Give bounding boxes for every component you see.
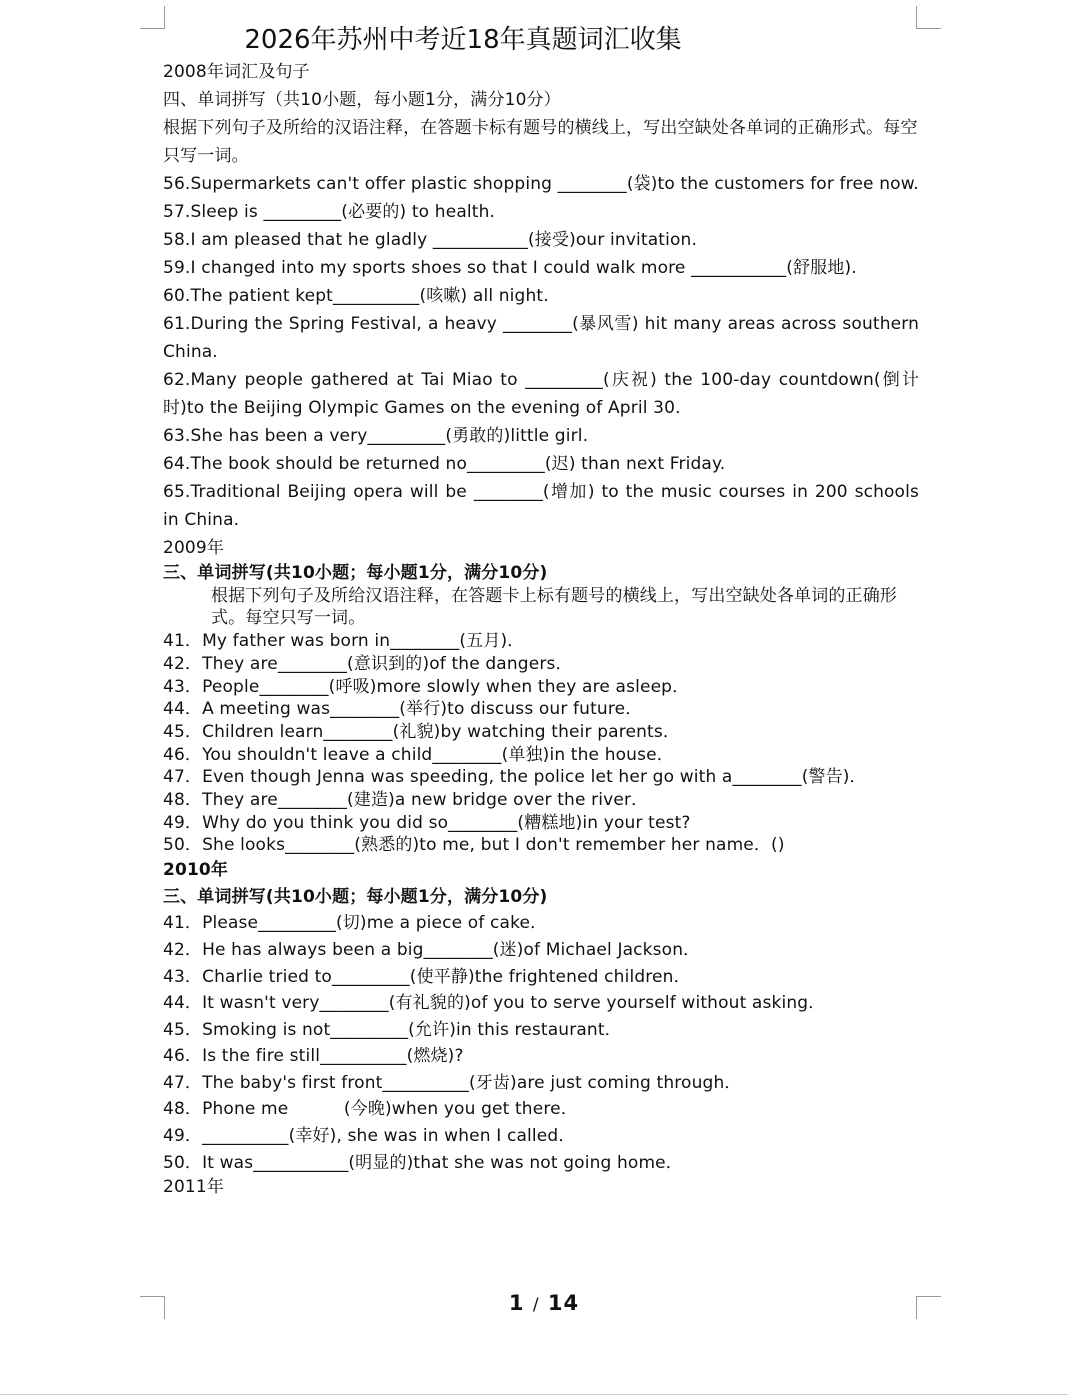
section-2008 [163, 58, 919, 534]
question-2010-41: 41．Please_________(切)me a piece of cake． [163, 913, 548, 934]
question-2010-44: 44．It wasn't very________(有礼貌的)of you to serve yourself without asking． [163, 993, 826, 1014]
question-2010-47: 47．The baby's first front__________(牙齿)are just coming through． [163, 1072, 742, 1093]
question-2009-46: 46．You shouldn't leave a child________(单独)in the house． [163, 744, 674, 765]
instructions-2008: 根据下列句子及所给的汉语注释，在答题卡标有题号的横线上，写出空缺处各单词的正确形式。每空只写一词。 [163, 118, 918, 166]
part-heading-2008: 四、单词拼写（共10小题，每小题1分，满分10分） [163, 90, 561, 110]
total-pages: 14 [547, 1291, 580, 1315]
question-2009-42: 42．They are________(意识到的)of the dangers． [163, 653, 573, 674]
page-indicator [0, 1291, 1068, 1315]
question-2009-44: 44．A meeting was________(举行)to discuss our future． [163, 699, 643, 720]
question-2009-49: 49．Why do you think you did so________(糟糕地)in your test? [163, 812, 691, 833]
section-2009 [163, 534, 919, 857]
question-2010-48: 48．Phone me (今晚)when you get there． [163, 1099, 578, 1120]
part-heading-2009: 三、单词拼写(共10小题；每小题1分，满分10分) [163, 563, 548, 583]
question-62: 62.Many people gathered at Tai Miao to _________(庆祝) the 100-day countdown(倒计时)to the Beijing Olympic Games on the evening of April 30. [163, 370, 919, 418]
year-heading-2009: 2009年 [163, 538, 225, 558]
page-separator: / [532, 1295, 540, 1315]
question-2010-45: 45．Smoking is not_________(允许)in this restaurant． [163, 1019, 622, 1040]
question-2010-50: 50．It was___________(明显的)that she was not going home． [163, 1152, 683, 1173]
question-2009-50: 50．She looks________(熟悉的)to me, but I don't remember her name．() [163, 835, 785, 856]
page-bottom-divider [0, 1394, 1068, 1395]
question-2010-49: 49．__________(幸好), she was in when I called． [163, 1126, 576, 1147]
current-page: 1 [508, 1291, 525, 1315]
year-heading-2008: 2008年词汇及句子 [163, 62, 310, 82]
document-title: 2026年苏州中考近18年真题词汇收集 [244, 25, 682, 55]
instructions-2009: 根据下列句子及所给汉语注释，在答题卡上标有题号的横线上，写出空缺处各单词的正确形式。每空只写一词。 [211, 585, 897, 629]
question-63: 63.She has been a very_________(勇敢的)little girl. [163, 426, 589, 446]
question-58: 58.I am pleased that he gladly ___________(接受)our invitation. [163, 230, 698, 250]
question-2010-43: 43．Charlie tried to_________(使平静)the frightened children． [163, 966, 691, 987]
question-65: 65.Traditional Beijing opera will be ________(增加) to the music courses in 200 schools in China. [163, 482, 919, 530]
question-2009-47: 47．Even though Jenna was speeding, the police let her go with a________(警告)． [163, 767, 867, 788]
question-2009-45: 45．Children learn________(礼貌)by watching their parents． [163, 721, 680, 742]
question-2009-48: 48．They are________(建造)a new bridge over the river． [163, 790, 649, 811]
document-body [163, 58, 919, 1198]
question-61: 61.During the Spring Festival, a heavy ________(暴风雪) hit many areas across southern China. [163, 314, 919, 362]
question-56: 56.Supermarkets can't offer plastic shopping ________(袋)to the customers for free now. [163, 174, 919, 194]
year-heading-2010: 2010年 [163, 860, 229, 881]
question-64: 64.The book should be returned no_________(迟) than next Friday. [163, 454, 726, 474]
year-heading-2011: 2011年 [163, 1177, 225, 1198]
question-2009-43: 43．People________(呼吸)more slowly when they are asleep． [163, 676, 690, 697]
question-2010-46: 46．Is the fire still__________(燃烧)? [163, 1046, 464, 1067]
part-heading-2010: 三、单词拼写(共10小题；每小题1分，满分10分) [163, 886, 548, 907]
section-2010 [163, 857, 919, 1198]
question-2010-42: 42．He has always been a big________(迷)of Michael Jackson． [163, 939, 701, 960]
question-59: 59.I changed into my sports shoes so that I could walk more ___________(舒服地). [163, 258, 857, 278]
question-2009-41: 41．My father was born in________(五月)． [163, 631, 525, 652]
question-57: 57.Sleep is _________(必要的) to health. [163, 202, 496, 222]
question-60: 60.The patient kept__________(咳嗽) all night. [163, 286, 549, 306]
